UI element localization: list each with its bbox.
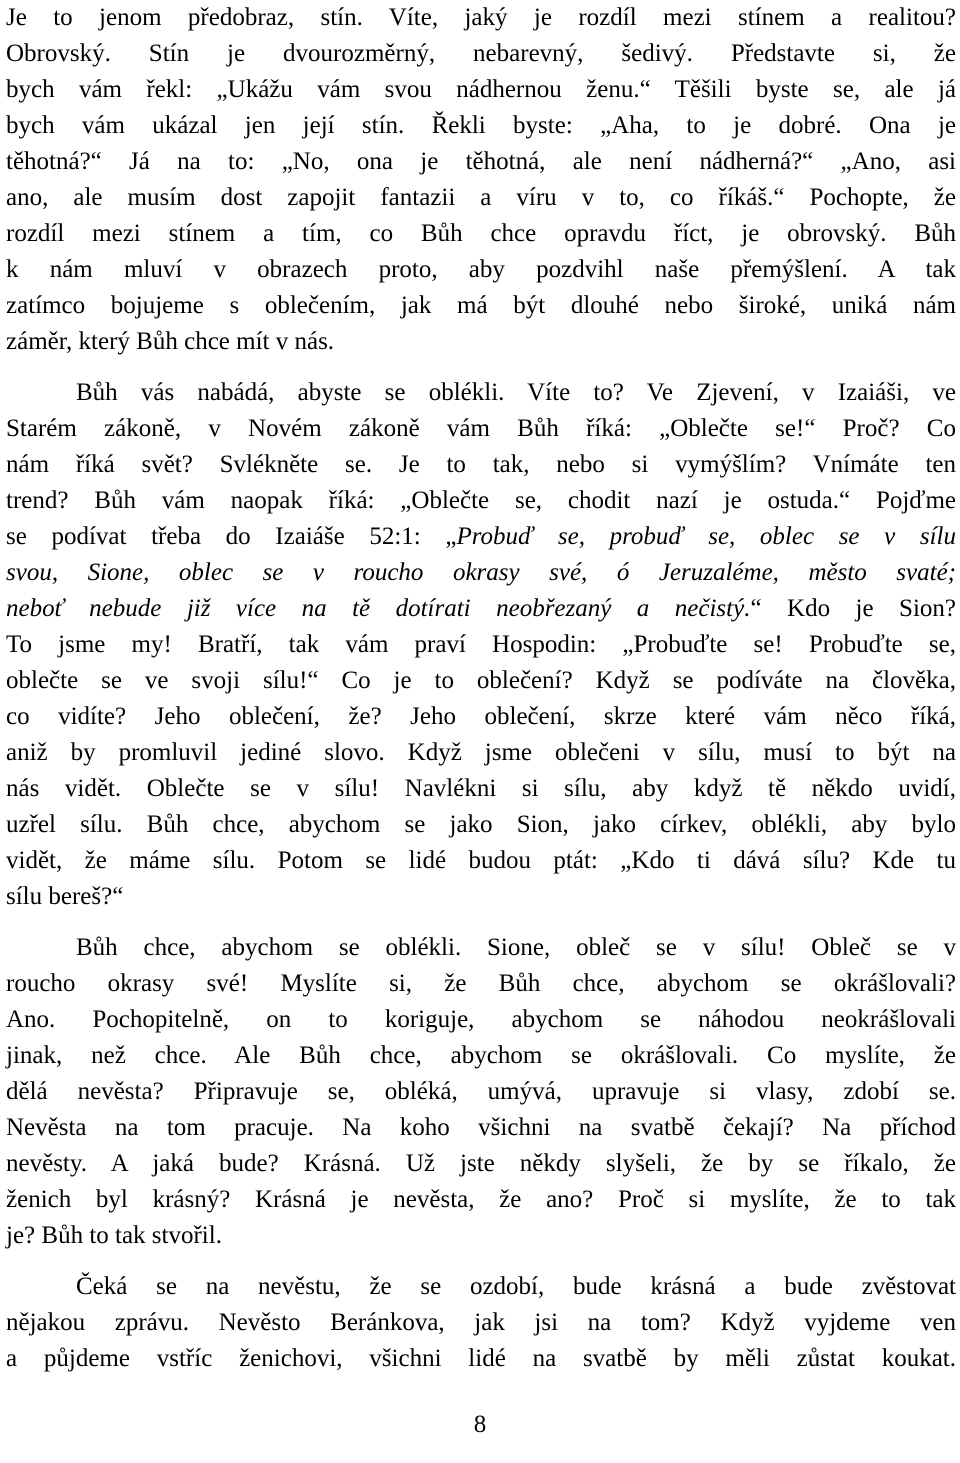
text-line xyxy=(6,735,956,771)
text-segment: vidět, že máme sílu. Potom se lidé budou ptát: „Kdo ti dává sílu? Kde tu xyxy=(6,847,956,874)
text-line xyxy=(6,1074,956,1110)
text-line xyxy=(6,843,956,879)
text-segment: dělá nevěsta? Připravuje se, obléká, umývá, upravuje si vlasy, zdobí se. xyxy=(6,1078,956,1105)
text-segment: nevěsty. A jaká bude? Krásná. Už jste někdy slyšeli, že by se říkalo, že xyxy=(6,1150,956,1177)
text-line xyxy=(6,807,956,843)
text-segment: zatímco bojujeme s oblečením, jak má být dlouhé nebo široké, uniká nám xyxy=(6,292,956,319)
text-line xyxy=(6,519,956,555)
text-segment: oblečte se ve svoji sílu!“ Co je to oblečení? Když se podíváte na člověka, xyxy=(6,667,956,694)
text-segment: Je to jenom předobraz, stín. Víte, jaký je rozdíl mezi stínem a realitou? xyxy=(6,4,956,31)
text-segment: Bůh chce, abychom se oblékli. Sione, obleč se v sílu! Obleč se v xyxy=(76,934,956,961)
page-number: 8 xyxy=(473,1411,487,1438)
text-line xyxy=(6,663,956,699)
text-segment: jinak, než chce. Ale Bůh chce, abychom se okrášlovali. Co myslíte, že xyxy=(6,1042,956,1069)
text-segment: sílu bereš?“ xyxy=(6,883,124,910)
text-line xyxy=(6,36,956,72)
text-line xyxy=(6,375,956,411)
text-segment: Starém zákoně, v Novém zákoně vám Bůh říká: „Oblečte se!“ Proč? Co xyxy=(6,415,956,442)
text-line xyxy=(6,1305,956,1341)
text-line xyxy=(6,1110,956,1146)
text-line xyxy=(6,699,956,735)
text-line xyxy=(6,0,956,36)
text-line xyxy=(6,144,956,180)
paragraph xyxy=(6,1269,956,1377)
text-segment: k nám mluví v obrazech proto, aby pozdvihl naše přemýšlení. A tak xyxy=(6,256,956,283)
text-line xyxy=(6,879,956,915)
text-segment: se podívat třeba do Izaiáše 52:1: „ xyxy=(6,523,457,550)
paragraph xyxy=(6,375,956,915)
italic-quote: Probuď se, probuď se, oblec se v sílu xyxy=(456,523,957,550)
text-segment: Ano. Pochopitelně, on to koriguje, abychom se náhodou neokrášlovali xyxy=(6,1006,956,1033)
text-line xyxy=(6,447,956,483)
text-line xyxy=(6,1038,956,1074)
paragraph-gap xyxy=(6,360,956,375)
text-segment: ano, ale musím dost zapojit fantazii a víru v to, co říkáš.“ Pochopte, že xyxy=(6,184,956,211)
text-segment: nějakou zprávu. Nevěsto Beránkova, jak jsi na tom? Když vyjdeme ven xyxy=(6,1309,956,1336)
text-line xyxy=(6,1341,956,1377)
text-line xyxy=(6,1218,956,1254)
text-line xyxy=(6,966,956,1002)
text-segment: záměr, který Bůh chce mít v nás. xyxy=(6,328,335,355)
text-segment: bych vám ukázal jen její stín. Řekli byste: „Aha, to je dobré. Ona je xyxy=(6,112,956,139)
text-line xyxy=(6,324,956,360)
text-segment: ženich byl krásný? Krásná je nevěsta, že ano? Proč si myslíte, že to tak xyxy=(6,1186,956,1213)
text-line xyxy=(6,1002,956,1038)
text-line xyxy=(6,771,956,807)
text-line xyxy=(6,1146,956,1182)
text-segment: rozdíl mezi stínem a tím, co Bůh chce opravdu říct, je obrovský. Bůh xyxy=(6,220,956,247)
paragraph-gap xyxy=(6,915,956,930)
text-line xyxy=(6,483,956,519)
text-line xyxy=(6,180,956,216)
text-line xyxy=(6,216,956,252)
text-line xyxy=(6,555,956,591)
paragraph xyxy=(6,930,956,1254)
text-segment: aniž by promluvil jediné slovo. Když jsme oblečeni v sílu, musí to být na xyxy=(6,739,956,766)
text-segment: co vidíte? Jeho oblečení, že? Jeho oblečení, skrze které vám něco říká, xyxy=(6,703,956,730)
text-segment: trend? Bůh vám naopak říká: „Oblečte se, chodit nazí je ostuda.“ Pojďme xyxy=(6,487,956,514)
text-segment: Čeká se na nevěstu, že se ozdobí, bude krásná a bude zvěstovat xyxy=(76,1273,956,1300)
text-segment: bych vám řekl: „Ukážu vám svou nádhernou ženu.“ Těšili byste se, ale já xyxy=(6,76,956,103)
text-line xyxy=(6,411,956,447)
text-segment: Bůh vás nabádá, abyste se oblékli. Víte to? Ve Zjevení, v Izaiáši, ve xyxy=(76,379,956,406)
text-segment: Obrovský. Stín je dvourozměrný, nebarevný, šedivý. Představte si, že xyxy=(6,40,956,67)
text-line xyxy=(6,252,956,288)
text-line xyxy=(6,108,956,144)
text-segment: To jsme my! Bratří, tak vám praví Hospodin: „Probuďte se! Probuďte se, xyxy=(6,631,956,658)
text-segment: je? Bůh to tak stvořil. xyxy=(6,1222,222,1249)
text-segment: “ Kdo je Sion? xyxy=(750,595,957,622)
text-line xyxy=(6,627,956,663)
text-segment: nám říká svět? Svlékněte se. Je to tak, nebo si vymýšlím? Vnímáte ten xyxy=(6,451,956,478)
text-line xyxy=(6,72,956,108)
paragraph-gap xyxy=(6,1254,956,1269)
italic-quote: svou, Sione, oblec se v roucho okrasy své, ó Jeruzaléme, město svaté; xyxy=(6,559,956,586)
text-line xyxy=(6,1269,956,1305)
paragraph xyxy=(6,0,956,360)
text-line xyxy=(6,1182,956,1218)
text-line xyxy=(6,930,956,966)
italic-quote: neboť nebude již více na tě dotírati neobřezaný a nečistý. xyxy=(6,595,751,622)
text-segment: uzřel sílu. Bůh chce, abychom se jako Sion, jako církev, oblékli, aby bylo xyxy=(6,811,956,838)
text-line xyxy=(6,591,956,627)
text-line xyxy=(6,288,956,324)
text-segment: těhotná?“ Já na to: „No, ona je těhotná, ale není nádherná?“ „Ano, asi xyxy=(6,148,956,175)
text-segment: nás vidět. Oblečte se v sílu! Navlékni si sílu, aby když tě někdo uvidí, xyxy=(6,775,956,802)
text-segment: roucho okrasy své! Myslíte si, že Bůh chce, abychom se okrášlovali? xyxy=(6,970,956,997)
document-body xyxy=(6,0,956,1377)
text-segment: Nevěsta na tom pracuje. Na koho všichni na svatbě čekají? Na příchod xyxy=(6,1114,956,1141)
text-segment: a půjdeme vstříc ženichovi, všichni lidé na svatbě by měli zůstat koukat. xyxy=(6,1345,956,1372)
